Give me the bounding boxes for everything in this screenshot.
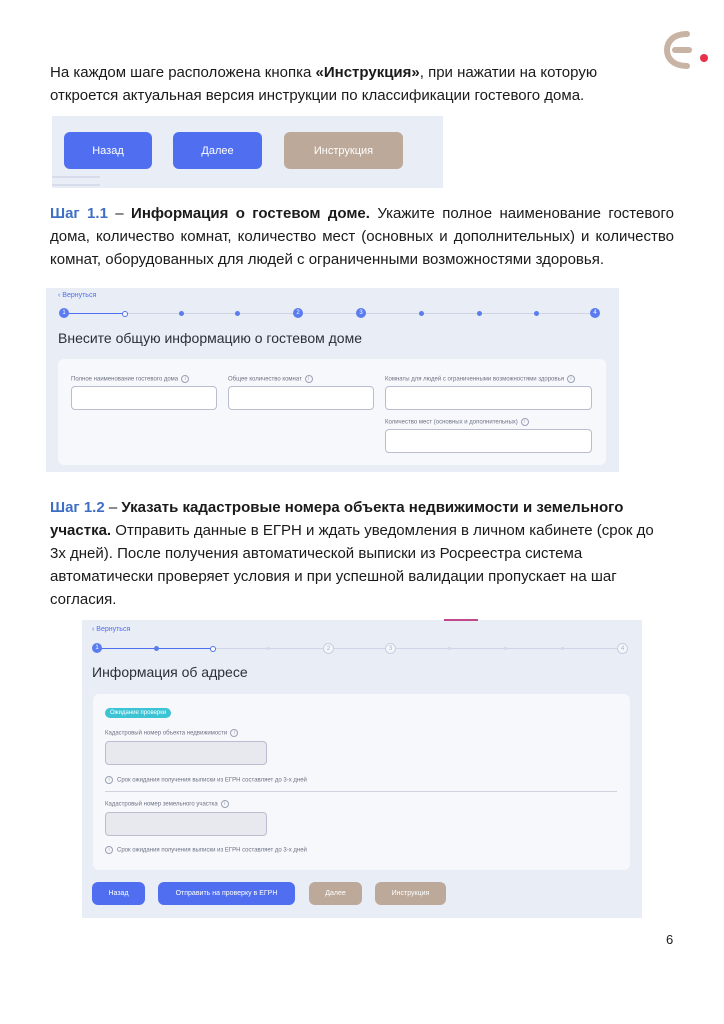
buttons-screenshot: [52, 116, 443, 188]
form-card: [58, 359, 606, 465]
substep-dot: [477, 311, 482, 316]
guest-house-name-input[interactable]: [71, 386, 217, 410]
guest-house-name-label: Полное наименование гостевого дома i: [71, 375, 189, 383]
step-2-marker: 2: [323, 643, 334, 654]
info-icon: i: [221, 800, 229, 808]
info-icon: i: [105, 846, 113, 854]
step-1-marker: 1: [59, 308, 69, 318]
intro-paragraph: На каждом шаге расположена кнопка «Инструкция», при нажатии на которую откроется актуальная версия инструкции по классификации гостевого дома.: [50, 64, 598, 104]
info-icon: i: [181, 375, 189, 383]
step-1-marker: 1: [92, 643, 102, 653]
total-rooms-input[interactable]: [228, 386, 374, 410]
brand-logo: [661, 28, 709, 72]
pending-check-badge: Ожидание проверки: [105, 708, 171, 718]
land-cadastral-label: Кадастровый номер земельного участка i: [105, 800, 229, 808]
property-cadastral-label: Кадастровый номер объекта недвижимости i: [105, 729, 238, 737]
step-3-marker: 3: [385, 643, 396, 654]
step-3-marker: 3: [356, 308, 366, 318]
egrn-wait-note: i Срок ожидания получения выписки из ЕГРН составляет до 3-х дней: [105, 846, 307, 854]
substep-dot: [210, 646, 216, 652]
substep-dot: [534, 311, 539, 316]
substep-dot: [419, 311, 424, 316]
egrn-wait-note: i Срок ожидания получения выписки из ЕГРН составляет до 3-х дней: [105, 776, 307, 784]
total-rooms-label: Общее количество комнат i: [228, 375, 313, 383]
step-2-marker: 2: [293, 308, 303, 318]
step-1-1-paragraph: Шаг 1.1 – Информация о гостевом доме. Укажите полное наименование гостевого дома, количество комнат, количество мест (основных и дополнительных) и количество комнат, оборудованных для людей с ограниченными возможностями здоровья.: [50, 205, 674, 268]
instruction-button[interactable]: Инструкция: [375, 882, 446, 905]
step-4-marker: 4: [617, 643, 628, 654]
send-to-egrn-button[interactable]: Отправить на проверку в ЕГРН: [158, 882, 295, 905]
beds-count-input[interactable]: [385, 429, 592, 453]
form-heading: Внесите общую информацию о гостевом доме: [58, 330, 363, 346]
decorative-fence: [52, 176, 100, 186]
address-form-screenshot: [82, 620, 642, 918]
beds-count-label: Количество мест (основных и дополнительных) i: [385, 418, 529, 426]
substep-dot: [448, 647, 451, 650]
substep-dot: [561, 647, 564, 650]
substep-dot: [179, 311, 184, 316]
instruction-button[interactable]: Инструкция: [284, 132, 403, 169]
info-icon: i: [521, 418, 529, 426]
back-button[interactable]: Назад: [92, 882, 145, 905]
property-cadastral-input[interactable]: [105, 741, 267, 765]
substep-dot: [235, 311, 240, 316]
stepper-progress: [64, 313, 124, 314]
substep-dot: [504, 647, 507, 650]
info-icon: i: [105, 776, 113, 784]
back-link[interactable]: ‹ Вернуться: [58, 292, 97, 299]
step-4-marker: 4: [590, 308, 600, 318]
substep-dot: [154, 646, 159, 651]
accessible-rooms-input[interactable]: [385, 386, 592, 410]
land-cadastral-input[interactable]: [105, 812, 267, 836]
substep-dot: [122, 311, 128, 317]
info-icon: i: [305, 375, 313, 383]
back-link[interactable]: ‹ Вернуться: [92, 626, 131, 633]
info-icon: i: [230, 729, 238, 737]
form-card: [93, 694, 630, 870]
form-heading: Информация об адресе: [92, 664, 248, 680]
accent-strip: [444, 619, 478, 621]
accessible-rooms-label: Комнаты для людей с ограниченными возможностями здоровья i: [385, 375, 575, 383]
next-button[interactable]: Далее: [309, 882, 362, 905]
stepper-line: [64, 313, 596, 314]
step-1-2-paragraph: Шаг 1.2 – Указать кадастровые номера объекта недвижимости и земельного участка. Отправить данные в ЕГРН и ждать уведомления в личном кабинете (срок до 3х дней). После получения автоматической выписки из Росреестра система автоматически проверяет условия и при успешной валидации пропускает на шаг согласия.: [50, 499, 654, 608]
next-button[interactable]: Далее: [173, 132, 262, 169]
back-button[interactable]: Назад: [64, 132, 152, 169]
section-divider: [105, 791, 617, 792]
substep-dot: [267, 647, 270, 650]
page-number: 6: [666, 932, 674, 947]
info-icon: i: [567, 375, 575, 383]
guest-house-form-screenshot: [46, 288, 619, 472]
